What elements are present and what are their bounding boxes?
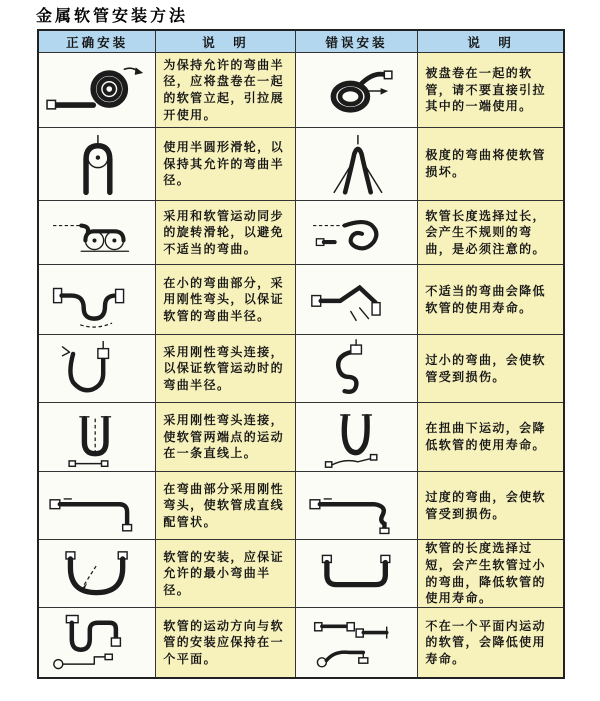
wrong-note-cell	[418, 201, 563, 265]
table-row	[39, 608, 563, 677]
correct-note-cell	[156, 53, 295, 128]
correct-note-text: 为保持允许的弯曲半径，应将盘卷在一起的软管立起，引拉展开使用。	[163, 57, 284, 122]
straight-piping-elbow-illustration	[41, 475, 153, 537]
upright-coil-illustration	[41, 57, 153, 123]
correct-image-cell	[39, 608, 156, 677]
extreme-bend-illustration	[301, 132, 413, 196]
wrong-note-cell	[418, 335, 563, 403]
table-row	[39, 403, 563, 472]
same-plane-motion-illustration	[41, 611, 153, 674]
correct-note-text: 在弯曲部分采用刚性弯头，使软管成直线配管状。	[163, 481, 284, 529]
min-bend-radius-illustration	[41, 543, 153, 605]
wrong-note-text: 不在一个平面内运动的软管，会降低使用寿命。	[425, 618, 546, 666]
table-header-row	[39, 31, 563, 53]
page-title: 金属软管安装方法	[36, 6, 189, 25]
correct-note-cell	[156, 335, 295, 403]
pulled-coil-illustration	[301, 57, 413, 123]
table-row	[39, 201, 563, 265]
wrong-image-cell	[296, 540, 419, 608]
wrong-note-cell	[418, 540, 563, 608]
correct-note-cell	[156, 608, 295, 677]
rigid-elbow-small-bend-illustration	[41, 269, 153, 331]
correct-image-cell	[39, 335, 156, 403]
wrong-note-text: 在扭曲下运动，会降低软管的使用寿命。	[425, 421, 546, 452]
wrong-note-cell	[418, 403, 563, 472]
correct-image-cell	[39, 53, 156, 128]
wrong-image-cell	[296, 608, 419, 677]
wrong-image-cell	[296, 128, 419, 201]
correct-image-cell	[39, 403, 156, 472]
wrong-image-cell	[296, 403, 419, 472]
correct-note-text: 使用半圆形滑轮，以保持其允许的弯曲半径。	[163, 140, 284, 188]
overlong-hose-illustration	[301, 204, 413, 262]
wrong-note-cell	[418, 265, 563, 335]
wrong-image-cell	[296, 472, 419, 540]
wrong-note-text: 软管的长度选择过短，会产生软管过小的弯曲，降低软管的使用寿命。	[425, 541, 546, 606]
improper-bend-illustration	[301, 269, 413, 331]
table-row	[39, 472, 563, 540]
wrong-image-cell	[296, 201, 419, 265]
correct-note-cell	[156, 128, 295, 201]
wrong-note-cell	[418, 608, 563, 677]
wrong-note-text: 极度的弯曲将使软管损坏。	[425, 148, 546, 179]
correct-note-cell	[156, 403, 295, 472]
wrong-note-text: 被盘卷在一起的软管，请不要直接引拉其中的一端使用。	[425, 66, 546, 114]
semicircular-pulley-illustration	[41, 132, 153, 196]
correct-image-cell	[39, 128, 156, 201]
correct-note-text: 采用刚性弯头连接，使软管两端点的运动在一条直线上。	[163, 413, 284, 461]
off-plane-motion-illustration	[301, 611, 413, 674]
header-correct-install: 正确安装	[39, 31, 156, 53]
correct-note-text: 采用和软管运动同步的旋转滑轮，以避免不适当的弯曲。	[163, 208, 284, 256]
wrong-note-text: 不适当的弯曲会降低软管的使用寿命。	[425, 283, 546, 315]
correct-image-cell	[39, 472, 156, 540]
too-small-bend-illustration	[301, 338, 413, 400]
installation-method-table	[37, 29, 565, 679]
wrong-note-cell	[418, 128, 563, 201]
header-correct-note: 说 明	[156, 31, 295, 53]
correct-note-text: 软管的运动方向与软管的安装应保持在一个平面。	[163, 618, 284, 666]
rotating-pulley-illustration	[41, 204, 153, 262]
wrong-note-cell	[418, 53, 563, 128]
correct-note-cell	[156, 201, 295, 265]
excessive-bend-illustration	[301, 475, 413, 537]
correct-note-text: 软管的安装，应保证允许的最小弯曲半径。	[163, 549, 284, 597]
wrong-image-cell	[296, 53, 419, 128]
twisted-motion-illustration	[301, 406, 413, 469]
table-row	[39, 335, 563, 403]
wrong-image-cell	[296, 335, 419, 403]
table-row	[39, 540, 563, 608]
correct-note-text: 采用刚性弯头连接，以保证软管运动时的弯曲半径。	[163, 344, 284, 392]
correct-image-cell	[39, 265, 156, 335]
table-row	[39, 265, 563, 335]
correct-note-cell	[156, 265, 295, 335]
correct-note-cell	[156, 472, 295, 540]
wrong-note-cell	[418, 472, 563, 540]
wrong-image-cell	[296, 265, 419, 335]
correct-image-cell	[39, 540, 156, 608]
table-row	[39, 53, 563, 128]
header-wrong-install: 错误安装	[296, 31, 419, 53]
correct-note-cell	[156, 540, 295, 608]
header-wrong-note: 说 明	[418, 31, 563, 53]
wrong-note-text: 软管长度选择过长，会产生不规则的弯曲，是必须注意的。	[425, 208, 546, 256]
rigid-elbow-connection-illustration	[41, 338, 153, 400]
too-short-hose-illustration	[301, 543, 413, 605]
wrong-note-text: 过小的弯曲，会使软管受到损伤。	[425, 352, 546, 384]
correct-image-cell	[39, 201, 156, 265]
straight-line-motion-illustration	[41, 406, 153, 469]
wrong-note-text: 过度的弯曲，会使软管受到损伤。	[425, 489, 546, 521]
table-row	[39, 128, 563, 201]
correct-note-text: 在小的弯曲部分，采用刚性弯头，以保证软管的弯曲半径。	[163, 275, 284, 323]
